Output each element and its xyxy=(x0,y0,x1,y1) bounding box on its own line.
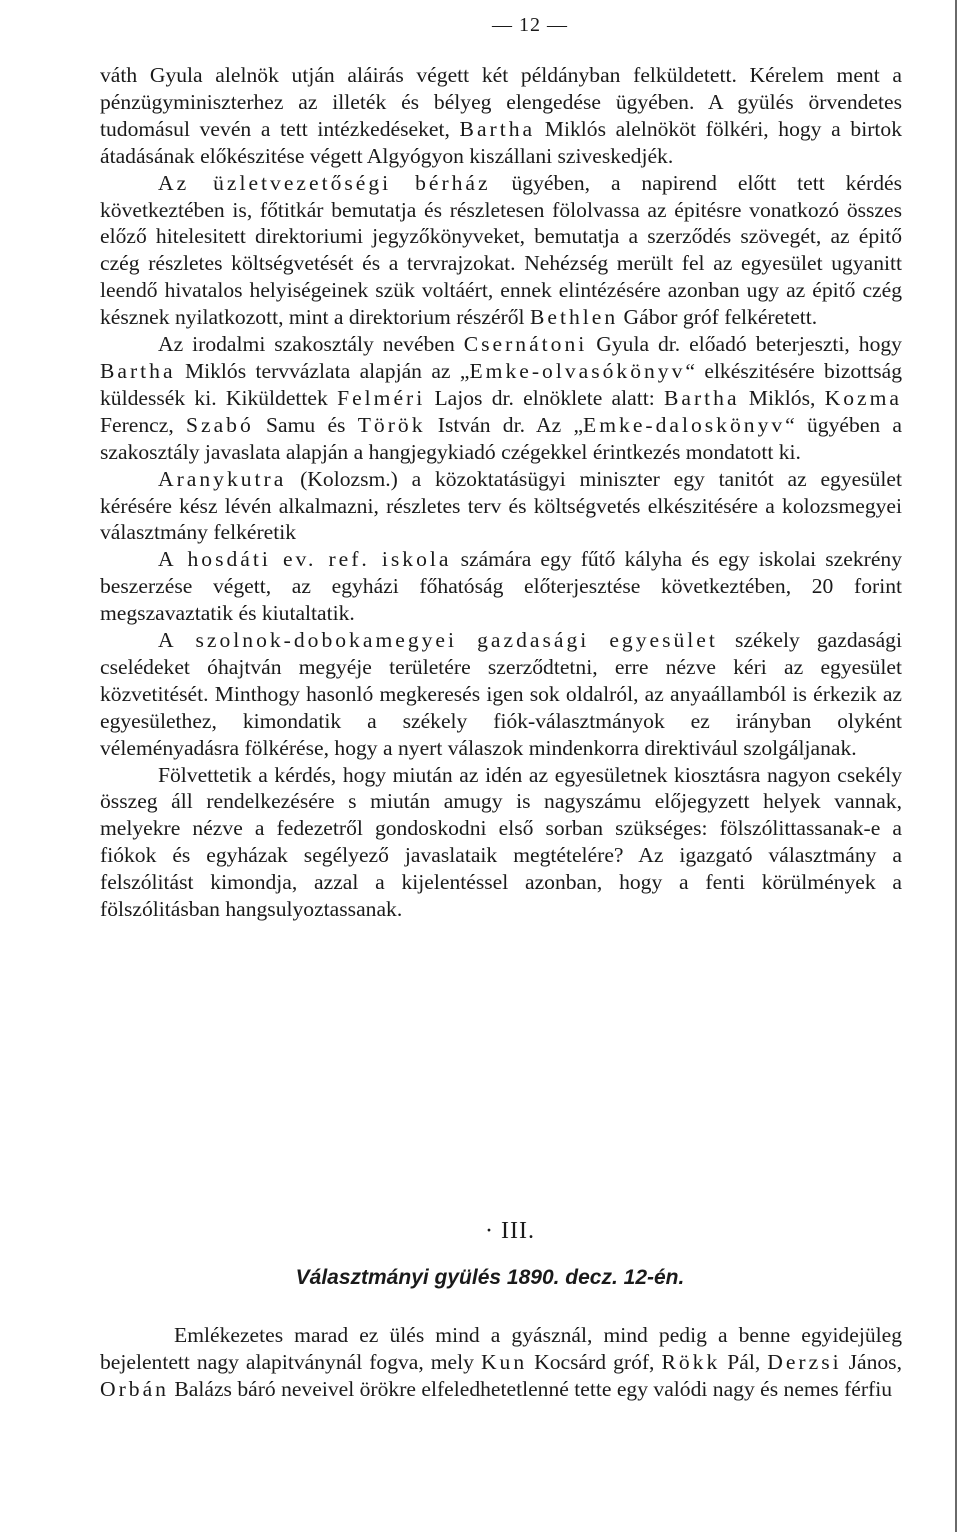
paragraph xyxy=(100,331,902,466)
text-run: Pál, xyxy=(720,1350,768,1374)
spaced-name: Derzsi xyxy=(767,1350,842,1374)
spaced-name: Bartha xyxy=(663,385,740,410)
page-edge-line xyxy=(955,0,957,1532)
text-run: Gyula dr. előadó beterjeszti, hogy xyxy=(587,332,902,357)
spaced-name: Bartha xyxy=(459,116,536,141)
paragraph xyxy=(100,546,902,627)
text-run: Samu és xyxy=(253,412,358,437)
text-run: székely gazdasági cselédeket óhajtván megyéje területére szerződtetni, erre nézve kéri az egyesület közvetitését. Minthogy hasonló megkeresés igen sok oldalról, az anyaállamból is érkezik az egyesülethez, kimondatik a székely fiók-választmányok ez irányban olyként véleményadásra fölkérése, hogy a nyert válaszok mindenkorra direktivául szolgáljanak. xyxy=(100,628,902,760)
text-run: “ elkészitésére bizottság küldessék ki. Kiküldettek xyxy=(100,358,902,410)
spaced-name: Emke-olvasókönyv xyxy=(469,358,686,383)
text-run: Ferencz, xyxy=(100,412,186,437)
paragraph xyxy=(100,62,902,170)
spaced-name: Kozma xyxy=(824,385,902,410)
spaced-name: Bethlen xyxy=(529,305,619,330)
spaced-name: Emke-daloskönyv xyxy=(583,412,786,437)
spaced-name: Török xyxy=(357,412,426,437)
text-run: Balázs báró neveivel örökre elfeledhetetlenné tette egy valódi nagy és nemes férfiu xyxy=(168,1377,893,1401)
section-text xyxy=(100,1322,902,1403)
paragraph xyxy=(100,170,902,331)
spaced-name: Szabó xyxy=(186,412,254,437)
spaced-name: Az üzletvezetőségi bérház xyxy=(158,170,491,195)
text-run: “ ügyében a szakosztály javaslata alapján a hangjegykiadó czégekkel érintkezés mondatott ki. xyxy=(100,412,902,464)
spaced-name: A hosdáti ev. ref. iskola xyxy=(158,547,452,572)
text-run: János, xyxy=(841,1350,902,1374)
spaced-name: Felméri xyxy=(337,385,426,410)
text-run: számára egy fűtő kályha és egy iskolai szekrény beszerzése végett, az egyházi főhatóság előterjesztése következtében, 20 forint megszavaztatik és kiutaltatik. xyxy=(100,547,903,626)
text-run: ügyében, a napirend előtt tett kérdés következtében is, főtitkár bemutatja és részletesen fölolvassa az épitésre vonatkozó összes előző hitelesitett direktoriumi jegyzőkönyveket, bemutatja a szerződés szövegét, az épitő czég részletes költségvetését és a tervrajzokat. Nehézség merült fel az egyesület ugyanitt leendő hivatalos helyiségeinek szük voltáért, ennek elintézésére azonban ugy az épitő czég késznek nyilatkozott, mint a direktorium részéről xyxy=(100,170,902,330)
text-run: Gábor gróf felkéretett. xyxy=(618,305,818,330)
section-number: · III. xyxy=(485,1218,535,1244)
text-run: Miklós tervvázlata alapján az „ xyxy=(175,358,470,383)
spaced-name: Kun xyxy=(480,1350,528,1374)
paragraph xyxy=(100,627,902,762)
text-run: Az irodalmi szakosztály nevében xyxy=(158,332,464,357)
spaced-name: Rökk xyxy=(661,1350,721,1374)
text-run: Kocsárd gróf, xyxy=(527,1350,662,1374)
spaced-name: Csernátoni xyxy=(463,332,588,357)
text-run: váth Gyula alelnök utján aláirás végett két példányban felküldetett. Kérelem ment a pénzügyminiszterhez az illeték és bélyeg elengedése ügyében. A gyülés örvendetes tudomásul vevén a tett intézkedéseket, xyxy=(100,63,902,141)
text-run: Fölvettetik a kérdés, hogy miután az idén az egyesületnek kiosztásra nagyon csekély összeg áll rendelkezésére s miután amugy is nagyszámu előjegyzett helyek vannak, melyekre nézve a fedezetről gondoskodni első sorban szükséges: fölszólittassanak-e a fiókok és egyházak segélyező javaslataik megtételére? Az igazgató választmány a felszólitást kimondja, azzal a kijelentéssel azonban, hogy a fenti körülmények a fölszólitásban hangsulyoztassanak. xyxy=(100,762,902,922)
spaced-name: Aranykutra xyxy=(158,466,287,491)
spaced-name: A szolnok-dobokamegyei gazdasági egyesület xyxy=(158,628,718,653)
text-run: Lajos dr. elnöklete alatt: xyxy=(425,385,664,410)
spaced-name: Bartha xyxy=(100,358,176,383)
section-title: Választmányi gyülés 1890. decz. 12-én. xyxy=(295,1266,685,1289)
text-run: (Kolozsm.) a közoktatásügyi miniszter egy tanitót az egyesület kérésére kész lévén alkalmazni, részletes terv és költségvetés elkészitésére a kolozsmegyei választmány felkéretik xyxy=(100,466,902,545)
text-run: Miklós alelnököt fölkéri, hogy a birtok átadásának előkészitése végett Algyógyon kiszállani sziveskedjék. xyxy=(100,116,902,168)
text-run: István dr. Az „ xyxy=(425,412,584,437)
text-run: Emlékezetes marad ez ülés mind a gyásznál, mind pedig a benne egyidejüleg bejelentett nagy alapitványnál fogva, mely xyxy=(100,1323,902,1374)
page-number: — 12 — xyxy=(492,14,568,36)
spaced-name: Orbán xyxy=(100,1377,169,1401)
paragraph xyxy=(100,762,902,923)
paragraph xyxy=(100,466,902,547)
paragraph xyxy=(100,1322,902,1403)
main-text xyxy=(100,62,902,923)
text-run: Miklós, xyxy=(739,385,825,410)
